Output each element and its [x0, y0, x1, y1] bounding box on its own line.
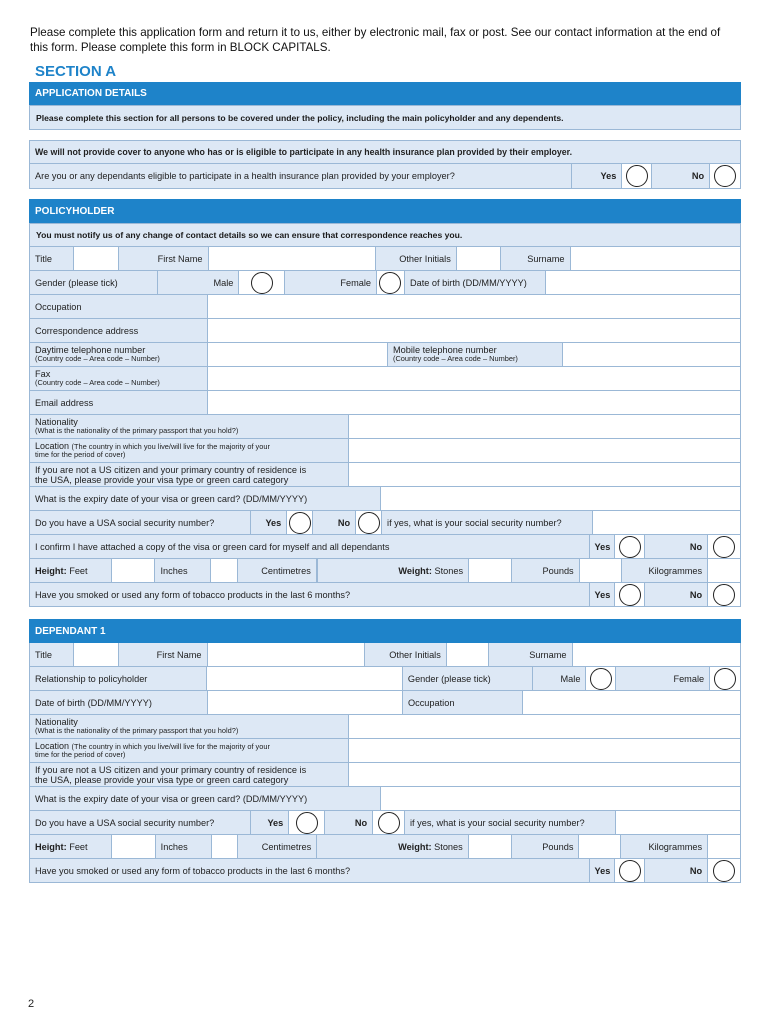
- cover-note: We will not provide cover to anyone who has or is eligible to participate in any health insurance plan provided by their employer.: [30, 141, 740, 163]
- location-row: [29, 439, 741, 463]
- dep-visa-expiry-label: What is the expiry date of your visa or green card? (DD/MM/YYYY): [30, 787, 381, 810]
- dep-other-initials-label: Other Initials: [365, 643, 447, 666]
- application-details-header: APPLICATION DETAILS: [29, 82, 741, 105]
- inches-label: Inches: [155, 559, 211, 582]
- ssn-no-radio[interactable]: [356, 511, 382, 534]
- kilogrammes-label: Kilogrammes: [622, 559, 709, 582]
- dep-stones-label: Stones: [434, 841, 463, 852]
- dep-kilogrammes-label: Kilogrammes: [621, 835, 708, 858]
- dep-ssn-question: Do you have a USA social security number?: [30, 811, 251, 834]
- dep-other-initials-input[interactable]: [447, 643, 489, 666]
- no-label: No: [652, 164, 710, 188]
- mobile-phone-label: [388, 343, 563, 366]
- dep-dob-row: [29, 691, 741, 715]
- fax-sub: (Country code – Area code – Number): [35, 378, 160, 388]
- yes-label: Yes: [590, 859, 615, 882]
- no-label: No: [313, 511, 356, 534]
- dep-visa-type-row: [29, 763, 741, 787]
- dep-location-text: Location: [35, 740, 70, 751]
- height-label: [30, 559, 112, 582]
- tobacco-no-radio[interactable]: [708, 583, 740, 606]
- gender-label: Gender (please tick): [30, 271, 158, 294]
- weight-label: [318, 559, 469, 582]
- dep-ssn-input[interactable]: [616, 811, 740, 834]
- nationality-input[interactable]: [349, 415, 740, 438]
- fax-label: [30, 367, 208, 390]
- nationality-row: [29, 415, 741, 439]
- correspondence-label: Correspondence address: [30, 319, 208, 342]
- female-label: Female: [285, 271, 377, 294]
- ssn-input[interactable]: [593, 511, 740, 534]
- dob-label: Date of birth (DD/MM/YYYY): [405, 271, 546, 294]
- dep-location-label: [30, 739, 349, 762]
- dep-tobacco-no-radio[interactable]: [708, 859, 740, 882]
- yes-label: Yes: [590, 535, 615, 558]
- kilogrammes-input[interactable]: [708, 559, 740, 582]
- female-radio[interactable]: [377, 271, 405, 294]
- dep-female-label: Female: [616, 667, 710, 690]
- title-input[interactable]: [74, 247, 119, 270]
- dep-nationality-sub: (What is the nationality of the primary passport that you hold?): [35, 726, 239, 736]
- gender-row: [29, 271, 741, 295]
- dep-visa-type-label: [30, 763, 349, 786]
- section-title: SECTION A: [35, 63, 117, 80]
- dep-visa-expiry-input[interactable]: [381, 787, 740, 810]
- correspondence-row: [29, 319, 741, 343]
- yes-label: Yes: [251, 511, 287, 534]
- dep-first-name-input[interactable]: [208, 643, 366, 666]
- no-label: No: [645, 535, 708, 558]
- ssn-if-yes-label: if yes, what is your social security number?: [382, 511, 593, 534]
- dep-inches-input[interactable]: [212, 835, 239, 858]
- intro-text: Please complete this application form and return it to us, either by electronic mail, fax or post. See our contact information at the end of this form. Please complete this form in BLOCK CAPITALS.: [30, 26, 721, 54]
- application-note: Please complete this section for all persons to be covered under the policy, including the main policyholder and any dependents.: [29, 105, 741, 130]
- visa-type-input[interactable]: [349, 463, 740, 486]
- dep-occupation-input[interactable]: [523, 691, 740, 714]
- eligible-no-radio[interactable]: [710, 164, 740, 188]
- dep-kilogrammes-input[interactable]: [708, 835, 740, 858]
- dep-location-row: [29, 739, 741, 763]
- dep-surname-input[interactable]: [573, 643, 741, 666]
- nationality-sub: (What is the nationality of the primary passport that you hold?): [35, 426, 239, 436]
- stones-label: Stones: [434, 565, 464, 576]
- stones-input[interactable]: [469, 559, 512, 582]
- relationship-input[interactable]: [207, 667, 402, 690]
- feet-label: Feet: [69, 565, 88, 576]
- male-label: Male: [158, 271, 240, 294]
- dob-input[interactable]: [546, 271, 740, 294]
- dep-surname-label: Surname: [489, 643, 573, 666]
- dep-male-label: Male: [533, 667, 587, 690]
- ssn-question: Do you have a USA social security number?: [30, 511, 251, 534]
- correspondence-input[interactable]: [208, 319, 740, 342]
- dep-dob-input[interactable]: [208, 691, 403, 714]
- location-label: [30, 439, 349, 462]
- nationality-text: Nationality: [35, 417, 78, 428]
- dep-not-us-a: If you are not a US citizen and your primary country of residence is: [35, 764, 307, 775]
- eligible-row: [29, 164, 741, 189]
- dep-location-sub-a: (The country in which you live/will live for the majority of your: [71, 741, 270, 751]
- mobile-phone-sub: (Country code – Area code – Number): [392, 354, 518, 364]
- weight-bold: Weight:: [398, 565, 432, 576]
- cover-note-row: [29, 140, 741, 164]
- dep-pounds-label: Pounds: [512, 835, 580, 858]
- yes-label: Yes: [251, 811, 289, 834]
- centimetres-label: Centimetres: [238, 559, 317, 582]
- name-row: [29, 247, 741, 271]
- dep-ssn-no-radio[interactable]: [373, 811, 405, 834]
- pounds-input[interactable]: [580, 559, 622, 582]
- dep-male-radio[interactable]: [586, 667, 616, 690]
- confirm-yes-radio[interactable]: [615, 535, 645, 558]
- visa-type-label: [30, 463, 349, 486]
- dep-nationality-row: [29, 715, 741, 739]
- daytime-phone-label: [30, 343, 208, 366]
- dep-female-radio[interactable]: [710, 667, 740, 690]
- tobacco-yes-radio[interactable]: [615, 583, 645, 606]
- mobile-phone-input[interactable]: [563, 343, 741, 366]
- dep-ssn-row: [29, 811, 741, 835]
- email-label: Email address: [30, 391, 208, 414]
- dep-tobacco-question: Have you smoked or used any form of tobacco products in the last 6 months?: [30, 859, 590, 882]
- dep-gender-label: Gender (please tick): [403, 667, 533, 690]
- dep-tobacco-row: [29, 859, 741, 883]
- occupation-input[interactable]: [208, 295, 740, 318]
- dep-visa-expiry-row: [29, 787, 741, 811]
- other-initials-label: Other Initials: [376, 247, 457, 270]
- ssn-row: [29, 511, 741, 535]
- no-label: No: [645, 859, 708, 882]
- dep-relationship-row: [29, 667, 741, 691]
- dep-title-label: Title: [30, 643, 74, 666]
- dep-weight-label: [317, 835, 469, 858]
- location-sub-a: (The country in which you live/will live for the majority of your: [71, 441, 270, 451]
- feet-input[interactable]: [112, 559, 156, 582]
- page-number: 2: [28, 998, 35, 1010]
- location-text: Location: [35, 440, 70, 451]
- daytime-phone-input[interactable]: [208, 343, 388, 366]
- confirm-visa-label: I confirm I have attached a copy of the visa or green card for myself and all dependants: [30, 535, 590, 558]
- dep-location-sub-b: time for the period of cover): [35, 750, 126, 759]
- dep-feet-label: Feet: [69, 841, 88, 852]
- first-name-input[interactable]: [209, 247, 377, 270]
- policyholder-note: You must notify us of any change of contact details so we can ensure that correspondence reaches you.: [29, 223, 741, 247]
- dep-height-bold: Height:: [35, 841, 67, 852]
- dep-nationality-input[interactable]: [349, 715, 740, 738]
- dep-centimetres-label: Centimetres: [238, 835, 317, 858]
- fax-input[interactable]: [208, 367, 740, 390]
- yes-label: Yes: [590, 583, 615, 606]
- location-sub-b: time for the period of cover): [35, 450, 126, 459]
- visa-type-row: [29, 463, 741, 487]
- dep-name-row: [29, 643, 741, 667]
- daytime-phone-sub: (Country code – Area code – Number): [35, 354, 160, 364]
- tobacco-row: [29, 583, 741, 607]
- title-label: Title: [30, 247, 74, 270]
- visa-expiry-row: [29, 487, 741, 511]
- dep-nationality-label: [30, 715, 349, 738]
- first-name-label: First Name: [119, 247, 209, 270]
- other-initials-input[interactable]: [457, 247, 501, 270]
- visa-expiry-label: What is the expiry date of your visa or green card? (DD/MM/YYYY): [30, 487, 381, 510]
- not-us-b: the USA, please provide your visa type or green card category: [35, 474, 289, 485]
- ssn-yes-radio[interactable]: [287, 511, 313, 534]
- height-bold: Height:: [35, 565, 67, 576]
- email-input[interactable]: [208, 391, 740, 414]
- dep-location-input[interactable]: [349, 739, 740, 762]
- relationship-label: Relationship to policyholder: [30, 667, 207, 690]
- surname-label: Surname: [501, 247, 571, 270]
- dep-nationality-text: Nationality: [35, 717, 78, 728]
- location-input[interactable]: [349, 439, 740, 462]
- daytime-phone-text: Daytime telephone number: [35, 345, 146, 356]
- surname-input[interactable]: [571, 247, 740, 270]
- eligible-question: Are you or any dependants eligible to participate in a health insurance plan provided by your employer?: [30, 164, 572, 188]
- confirm-visa-row: [29, 535, 741, 559]
- occupation-label: Occupation: [30, 295, 208, 318]
- dep-occupation-label: Occupation: [403, 691, 523, 714]
- dep-dob-label: Date of birth (DD/MM/YYYY): [30, 691, 208, 714]
- no-label: No: [645, 583, 708, 606]
- yes-label: Yes: [572, 164, 622, 188]
- fax-row: [29, 367, 741, 391]
- dep-stones-input[interactable]: [469, 835, 512, 858]
- dep-tobacco-yes-radio[interactable]: [615, 859, 645, 882]
- dep-not-us-b: the USA, please provide your visa type or green card category: [35, 774, 289, 785]
- dep-inches-label: Inches: [156, 835, 212, 858]
- tobacco-question: Have you smoked or used any form of tobacco products in the last 6 months?: [30, 583, 590, 606]
- dep-height-label: [30, 835, 112, 858]
- dep-title-input[interactable]: [74, 643, 119, 666]
- dep-ssn-yes-radio[interactable]: [289, 811, 325, 834]
- eligible-yes-radio[interactable]: [622, 164, 652, 188]
- dep-feet-input[interactable]: [112, 835, 156, 858]
- fax-text: Fax: [35, 369, 51, 380]
- dep-weight-bold: Weight:: [398, 841, 432, 852]
- dep-height-weight-row: [29, 835, 741, 859]
- phone-row: [29, 343, 741, 367]
- policyholder-header: POLICYHOLDER: [29, 199, 741, 223]
- nationality-label: [30, 415, 349, 438]
- dependant-header: DEPENDANT 1: [29, 619, 741, 643]
- height-weight-row: [29, 559, 741, 583]
- visa-expiry-input[interactable]: [381, 487, 740, 510]
- confirm-no-radio[interactable]: [708, 535, 740, 558]
- dep-visa-type-input[interactable]: [349, 763, 740, 786]
- dep-pounds-input[interactable]: [579, 835, 621, 858]
- inches-input[interactable]: [211, 559, 238, 582]
- email-row: [29, 391, 741, 415]
- male-radio[interactable]: [239, 271, 285, 294]
- dep-ssn-if-yes-label: if yes, what is your social security number?: [405, 811, 616, 834]
- mobile-phone-text: Mobile telephone number: [392, 345, 497, 356]
- dep-first-name-label: First Name: [119, 643, 208, 666]
- no-label: No: [325, 811, 373, 834]
- occupation-row: [29, 295, 741, 319]
- not-us-a: If you are not a US citizen and your primary country of residence is: [35, 464, 307, 475]
- pounds-label: Pounds: [512, 559, 580, 582]
